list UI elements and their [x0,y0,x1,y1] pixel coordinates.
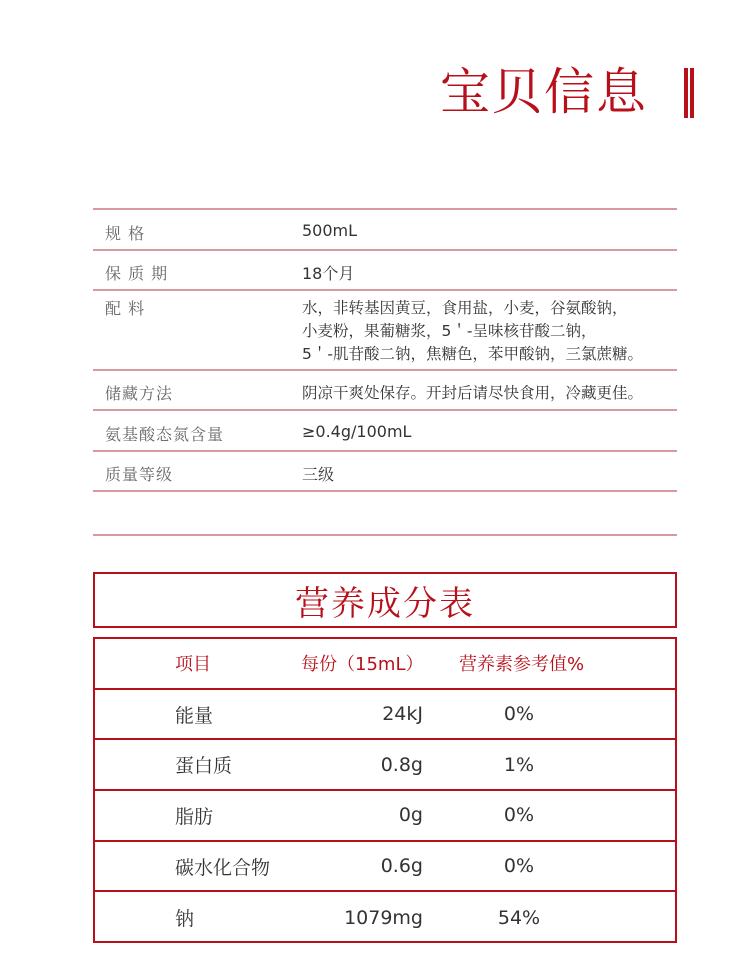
nutrition-row-protein [95,740,675,791]
info-label: 储藏方法 [105,384,174,403]
info-row-amino-nitrogen [93,411,677,452]
title-accent-bar [684,68,688,118]
page-title-wrap [440,62,648,122]
info-row-ingredients [93,291,677,371]
product-info-table [93,208,677,536]
info-value: 18个月 [302,264,355,283]
nutrition-row-carbohydrate [95,842,675,893]
nutrient-amount: 0g [398,804,423,827]
info-label: 质量等级 [105,465,174,484]
nutrition-title: 营养成分表 [295,583,475,624]
nutrient-name: 能量 [175,704,214,727]
header-per-serving: 每份（15mL） [301,654,424,676]
info-label: 氨基酸态氮含量 [105,425,225,444]
nutrition-table [93,637,677,943]
info-row-storage [93,371,677,411]
info-label: 规 格 [105,224,146,243]
nutrient-nrv: 1% [503,753,535,776]
nutrient-name: 脂肪 [175,805,214,828]
nutrient-nrv: 0% [503,804,535,827]
info-value: ≥0.4g/100mL [302,422,412,441]
title-accent-bar [690,68,694,118]
nutrient-amount: 1079mg [344,906,423,929]
nutrient-amount: 0.8g [380,753,423,776]
nutrient-nrv: 54% [497,906,541,929]
info-value: 500mL [302,221,358,240]
spacer [93,492,677,534]
info-row-shelf-life [93,251,677,291]
nutrition-row-fat [95,791,675,842]
header-item: 项目 [175,654,211,676]
info-value: 阴凉干爽处保存。开封后请尽快食用，冷藏更佳。 [302,384,644,402]
nutrition-row-sodium [95,892,675,943]
nutrition-header-row [95,639,675,690]
divider [93,534,677,536]
header-nrv: 营养素参考值% [459,654,585,676]
nutrient-amount: 24kJ [382,703,423,726]
info-value: 水，非转基因黄豆，食用盐，小麦，谷氨酸钠， 小麦粉，果葡糖浆，5＇-呈味核苷酸二钠， 5＇-肌苷酸二钠，焦糖色，苯甲酸钠，三氯蔗糖。 [302,299,643,363]
info-row-spec [93,210,677,251]
nutrient-name: 碳水化合物 [175,856,271,879]
nutrient-nrv: 0% [503,703,535,726]
nutrient-name: 蛋白质 [175,755,233,778]
page-title: 宝贝信息 [440,63,648,121]
info-label: 配 料 [105,299,146,318]
nutrition-row-energy [95,690,675,741]
info-label: 保 质 期 [105,264,169,283]
info-row-grade [93,452,677,492]
nutrient-amount: 0.6g [380,855,423,878]
nutrition-title-box [93,572,677,628]
nutrient-nrv: 0% [503,855,535,878]
info-value: 三级 [302,465,335,484]
nutrient-name: 钠 [175,908,195,931]
